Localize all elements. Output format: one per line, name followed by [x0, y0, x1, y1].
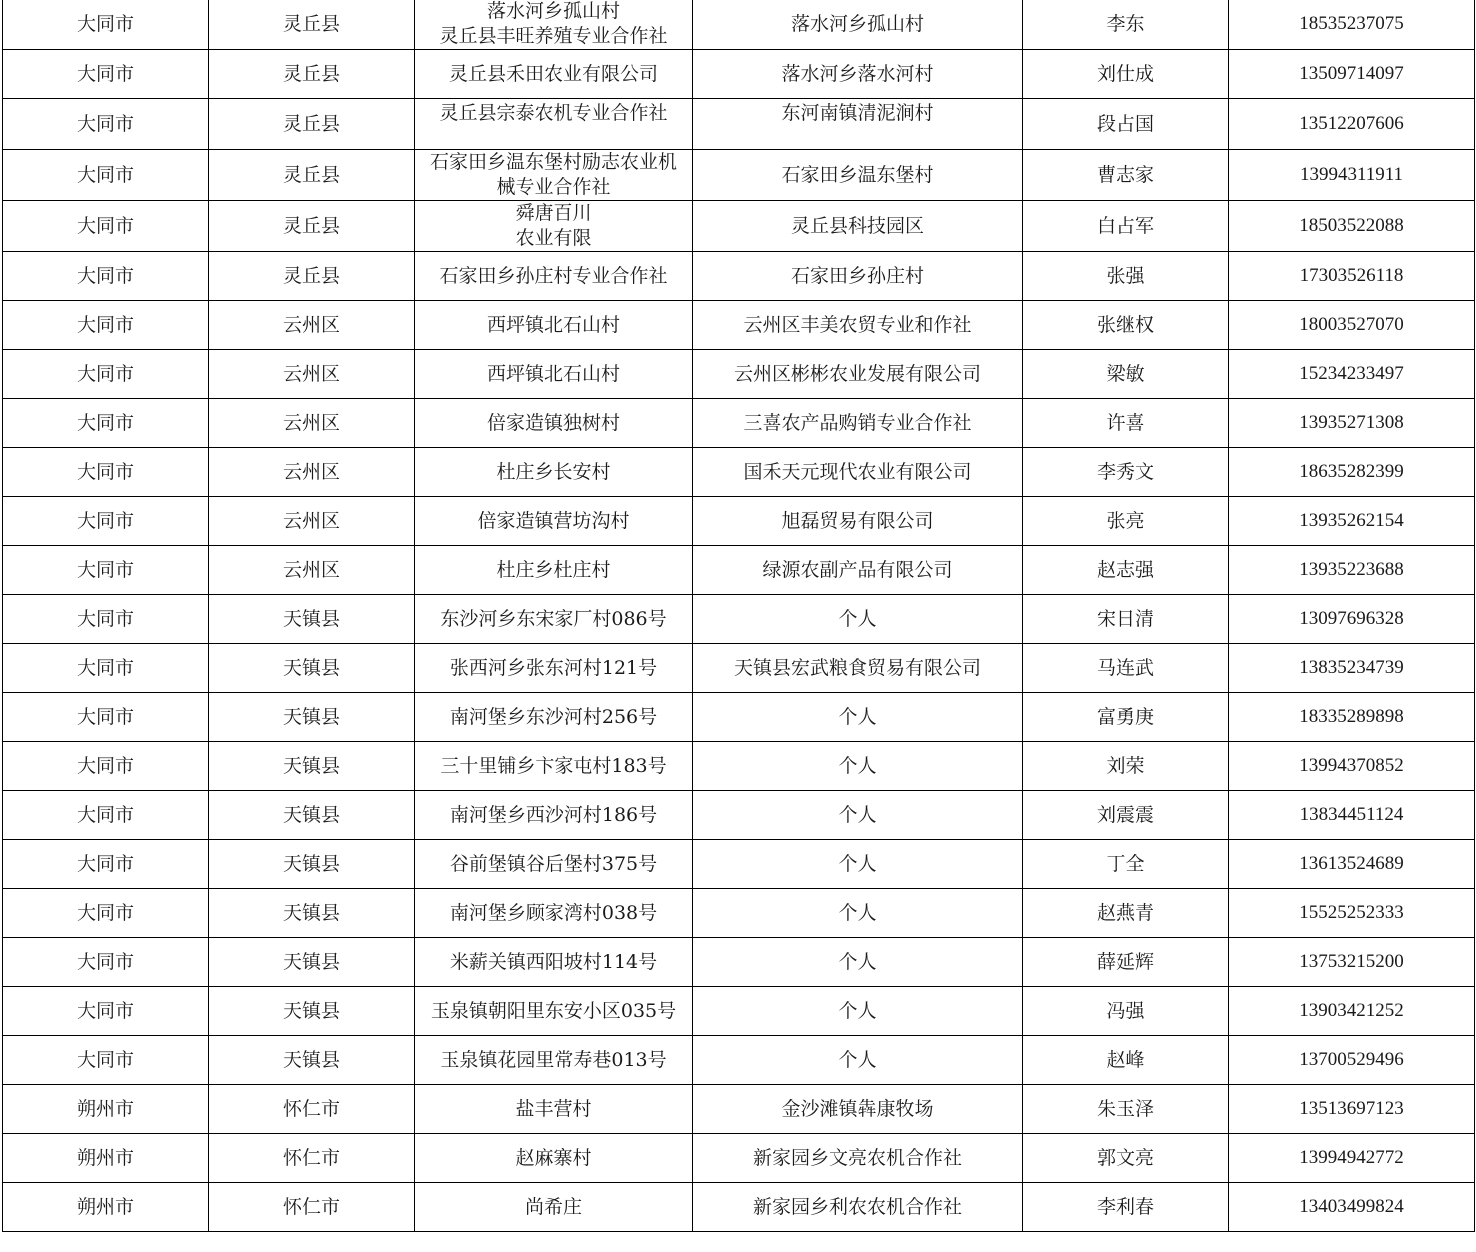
unit-cell[interactable]: 个人	[693, 987, 1023, 1036]
unit-cell[interactable]: 个人	[693, 1036, 1023, 1085]
unit-cell[interactable]: 旭磊贸易有限公司	[693, 497, 1023, 546]
unit-cell[interactable]: 个人	[693, 742, 1023, 791]
location-cell[interactable]: 玉泉镇朝阳里东安小区035号	[415, 987, 693, 1036]
table-row	[3, 1036, 1475, 1085]
phone-cell[interactable]: 13935223688	[1229, 546, 1475, 595]
county-cell[interactable]: 怀仁市	[209, 1085, 415, 1134]
county-cell[interactable]: 云州区	[209, 301, 415, 350]
unit-cell[interactable]: 国禾天元现代农业有限公司	[693, 448, 1023, 497]
city-cell[interactable]: 大同市	[3, 497, 209, 546]
contact-cell[interactable]: 许喜	[1023, 399, 1229, 448]
table-row	[3, 0, 1475, 50]
city-cell[interactable]: 大同市	[3, 840, 209, 889]
location-cell[interactable]: 杜庄乡长安村	[415, 448, 693, 497]
phone-cell[interactable]: 13509714097	[1229, 50, 1475, 99]
table-row	[3, 938, 1475, 987]
phone-cell[interactable]: 13994311911	[1229, 150, 1475, 201]
county-cell[interactable]: 天镇县	[209, 693, 415, 742]
unit-cell[interactable]: 东河南镇清泥涧村	[693, 99, 1023, 150]
contact-cell[interactable]: 曹志家	[1023, 150, 1229, 201]
location-cell[interactable]: 杜庄乡杜庄村	[415, 546, 693, 595]
location-cell[interactable]: 米薪关镇西阳坡村114号	[415, 938, 693, 987]
city-cell[interactable]: 大同市	[3, 644, 209, 693]
city-cell[interactable]: 大同市	[3, 0, 209, 50]
location-cell[interactable]: 赵麻寨村	[415, 1134, 693, 1183]
location-cell[interactable]: 南河堡乡西沙河村186号	[415, 791, 693, 840]
unit-cell[interactable]: 个人	[693, 889, 1023, 938]
county-cell[interactable]: 天镇县	[209, 644, 415, 693]
table-row	[3, 693, 1475, 742]
city-cell[interactable]: 大同市	[3, 350, 209, 399]
location-cell[interactable]: 灵丘县宗泰农机专业合作社	[415, 99, 693, 150]
county-cell[interactable]: 灵丘县	[209, 150, 415, 201]
location-cell[interactable]: 石家田乡孙庄村专业合作社	[415, 252, 693, 301]
unit-cell[interactable]: 个人	[693, 791, 1023, 840]
phone-cell[interactable]: 13835234739	[1229, 644, 1475, 693]
location-cell[interactable]: 西坪镇北石山村	[415, 301, 693, 350]
contact-cell[interactable]: 薛延辉	[1023, 938, 1229, 987]
county-cell[interactable]: 灵丘县	[209, 252, 415, 301]
county-cell[interactable]: 天镇县	[209, 889, 415, 938]
location-cell[interactable]: 尚希庄	[415, 1183, 693, 1232]
location-cell[interactable]: 东沙河乡东宋家厂村086号	[415, 595, 693, 644]
phone-cell[interactable]: 13935262154	[1229, 497, 1475, 546]
phone-cell[interactable]: 13903421252	[1229, 987, 1475, 1036]
county-cell[interactable]: 灵丘县	[209, 0, 415, 50]
unit-cell[interactable]: 石家田乡温东堡村	[693, 150, 1023, 201]
phone-cell[interactable]: 13403499824	[1229, 1183, 1475, 1232]
city-cell[interactable]: 朔州市	[3, 1183, 209, 1232]
location-cell[interactable]: 落水河乡孤山村 灵丘县丰旺养殖专业合作社	[415, 0, 693, 50]
contact-cell[interactable]: 朱玉泽	[1023, 1085, 1229, 1134]
table-row	[3, 1183, 1475, 1232]
city-cell[interactable]: 大同市	[3, 150, 209, 201]
unit-cell[interactable]: 云州区丰美农贸专业和作社	[693, 301, 1023, 350]
phone-cell[interactable]: 17303526118	[1229, 252, 1475, 301]
contact-cell[interactable]: 李东	[1023, 0, 1229, 50]
unit-cell[interactable]: 石家田乡孙庄村	[693, 252, 1023, 301]
table-row	[3, 50, 1475, 99]
city-cell[interactable]: 大同市	[3, 399, 209, 448]
table-row	[3, 840, 1475, 889]
county-cell[interactable]: 天镇县	[209, 742, 415, 791]
unit-cell[interactable]: 个人	[693, 693, 1023, 742]
contact-cell[interactable]: 张亮	[1023, 497, 1229, 546]
location-cell[interactable]: 舜唐百川 农业有限	[415, 201, 693, 252]
table-row	[3, 150, 1475, 201]
location-cell[interactable]: 西坪镇北石山村	[415, 350, 693, 399]
table-row	[3, 448, 1475, 497]
city-cell[interactable]: 大同市	[3, 1036, 209, 1085]
contact-cell[interactable]: 丁全	[1023, 840, 1229, 889]
contact-cell[interactable]: 白占军	[1023, 201, 1229, 252]
table-row	[3, 742, 1475, 791]
unit-cell[interactable]: 落水河乡落水河村	[693, 50, 1023, 99]
contact-cell[interactable]: 张继权	[1023, 301, 1229, 350]
phone-cell[interactable]: 13753215200	[1229, 938, 1475, 987]
table-row	[3, 889, 1475, 938]
location-cell[interactable]: 盐丰营村	[415, 1085, 693, 1134]
contact-cell[interactable]: 刘震震	[1023, 791, 1229, 840]
phone-cell[interactable]: 18535237075	[1229, 0, 1475, 50]
contact-cell[interactable]: 刘仕成	[1023, 50, 1229, 99]
table-row	[3, 791, 1475, 840]
table-row	[3, 399, 1475, 448]
contact-cell[interactable]: 赵峰	[1023, 1036, 1229, 1085]
unit-cell[interactable]: 落水河乡孤山村	[693, 0, 1023, 50]
phone-cell[interactable]: 13994370852	[1229, 742, 1475, 791]
county-cell[interactable]: 云州区	[209, 399, 415, 448]
phone-cell[interactable]: 13935271308	[1229, 399, 1475, 448]
location-cell[interactable]: 三十里铺乡卞家屯村183号	[415, 742, 693, 791]
county-cell[interactable]: 天镇县	[209, 791, 415, 840]
phone-cell[interactable]: 18503522088	[1229, 201, 1475, 252]
phone-cell[interactable]: 13994942772	[1229, 1134, 1475, 1183]
city-cell[interactable]: 大同市	[3, 693, 209, 742]
city-cell[interactable]: 大同市	[3, 595, 209, 644]
table-body	[3, 0, 1475, 1232]
unit-cell[interactable]: 绿源农副产品有限公司	[693, 546, 1023, 595]
phone-cell[interactable]: 18335289898	[1229, 693, 1475, 742]
table-row	[3, 99, 1475, 150]
county-cell[interactable]: 怀仁市	[209, 1183, 415, 1232]
city-cell[interactable]: 大同市	[3, 742, 209, 791]
county-cell[interactable]: 云州区	[209, 448, 415, 497]
table-row	[3, 201, 1475, 252]
city-cell[interactable]: 大同市	[3, 448, 209, 497]
contact-cell[interactable]: 张强	[1023, 252, 1229, 301]
city-cell[interactable]: 大同市	[3, 889, 209, 938]
county-cell[interactable]: 云州区	[209, 350, 415, 399]
phone-cell[interactable]: 13613524689	[1229, 840, 1475, 889]
county-cell[interactable]: 天镇县	[209, 987, 415, 1036]
city-cell[interactable]: 大同市	[3, 791, 209, 840]
city-cell[interactable]: 大同市	[3, 252, 209, 301]
location-cell[interactable]: 南河堡乡东沙河村256号	[415, 693, 693, 742]
contact-cell[interactable]: 富勇庚	[1023, 693, 1229, 742]
contact-cell[interactable]: 李利春	[1023, 1183, 1229, 1232]
city-cell[interactable]: 大同市	[3, 987, 209, 1036]
city-cell[interactable]: 大同市	[3, 301, 209, 350]
county-cell[interactable]: 云州区	[209, 497, 415, 546]
city-cell[interactable]: 朔州市	[3, 1134, 209, 1183]
table-row	[3, 1085, 1475, 1134]
phone-cell[interactable]: 13512207606	[1229, 99, 1475, 150]
unit-cell[interactable]: 个人	[693, 938, 1023, 987]
phone-cell[interactable]: 18635282399	[1229, 448, 1475, 497]
location-cell[interactable]: 玉泉镇花园里常寿巷013号	[415, 1036, 693, 1085]
county-cell[interactable]: 天镇县	[209, 840, 415, 889]
city-cell[interactable]: 大同市	[3, 938, 209, 987]
location-cell[interactable]: 张西河乡张东河村121号	[415, 644, 693, 693]
unit-cell[interactable]: 个人	[693, 840, 1023, 889]
data-table	[2, 0, 1475, 1232]
location-cell[interactable]: 灵丘县禾田农业有限公司	[415, 50, 693, 99]
phone-cell[interactable]: 13834451124	[1229, 791, 1475, 840]
contact-cell[interactable]: 李秀文	[1023, 448, 1229, 497]
phone-cell[interactable]: 13513697123	[1229, 1085, 1475, 1134]
contact-cell[interactable]: 郭文亮	[1023, 1134, 1229, 1183]
phone-cell[interactable]: 13700529496	[1229, 1036, 1475, 1085]
unit-cell[interactable]: 新家园乡文亮农机合作社	[693, 1134, 1023, 1183]
table-row	[3, 987, 1475, 1036]
table-row	[3, 595, 1475, 644]
county-cell[interactable]: 灵丘县	[209, 201, 415, 252]
city-cell[interactable]: 大同市	[3, 99, 209, 150]
county-cell[interactable]: 灵丘县	[209, 99, 415, 150]
unit-cell[interactable]: 天镇县宏武粮食贸易有限公司	[693, 644, 1023, 693]
table-row	[3, 644, 1475, 693]
city-cell[interactable]: 朔州市	[3, 1085, 209, 1134]
phone-cell[interactable]: 15234233497	[1229, 350, 1475, 399]
unit-cell[interactable]: 三喜农产品购销专业合作社	[693, 399, 1023, 448]
location-cell[interactable]: 倍家造镇营坊沟村	[415, 497, 693, 546]
city-cell[interactable]: 大同市	[3, 546, 209, 595]
city-cell[interactable]: 大同市	[3, 50, 209, 99]
county-cell[interactable]: 天镇县	[209, 1036, 415, 1085]
county-cell[interactable]: 灵丘县	[209, 50, 415, 99]
contact-cell[interactable]: 刘荣	[1023, 742, 1229, 791]
table-row	[3, 252, 1475, 301]
location-cell[interactable]: 谷前堡镇谷后堡村375号	[415, 840, 693, 889]
phone-cell[interactable]: 13097696328	[1229, 595, 1475, 644]
unit-cell[interactable]: 云州区彬彬农业发展有限公司	[693, 350, 1023, 399]
table-row	[3, 350, 1475, 399]
county-cell[interactable]: 天镇县	[209, 938, 415, 987]
unit-cell[interactable]: 灵丘县科技园区	[693, 201, 1023, 252]
contact-cell[interactable]: 梁敏	[1023, 350, 1229, 399]
county-cell[interactable]: 云州区	[209, 546, 415, 595]
county-cell[interactable]: 天镇县	[209, 595, 415, 644]
unit-cell[interactable]: 新家园乡利农农机合作社	[693, 1183, 1023, 1232]
contact-cell[interactable]: 冯强	[1023, 987, 1229, 1036]
contact-cell[interactable]: 宋日清	[1023, 595, 1229, 644]
table-row	[3, 1134, 1475, 1183]
phone-cell[interactable]: 15525252333	[1229, 889, 1475, 938]
contact-cell[interactable]: 段占国	[1023, 99, 1229, 150]
contact-cell[interactable]: 赵燕青	[1023, 889, 1229, 938]
unit-cell[interactable]: 个人	[693, 595, 1023, 644]
table-row	[3, 546, 1475, 595]
table-row	[3, 301, 1475, 350]
contact-cell[interactable]: 赵志强	[1023, 546, 1229, 595]
location-cell[interactable]: 石家田乡温东堡村励志农业机 械专业合作社	[415, 150, 693, 201]
county-cell[interactable]: 怀仁市	[209, 1134, 415, 1183]
city-cell[interactable]: 大同市	[3, 201, 209, 252]
table-row	[3, 497, 1475, 546]
location-cell[interactable]: 南河堡乡顾家湾村038号	[415, 889, 693, 938]
unit-cell[interactable]: 金沙滩镇犇康牧场	[693, 1085, 1023, 1134]
location-cell[interactable]: 倍家造镇独树村	[415, 399, 693, 448]
contact-cell[interactable]: 马连武	[1023, 644, 1229, 693]
phone-cell[interactable]: 18003527070	[1229, 301, 1475, 350]
